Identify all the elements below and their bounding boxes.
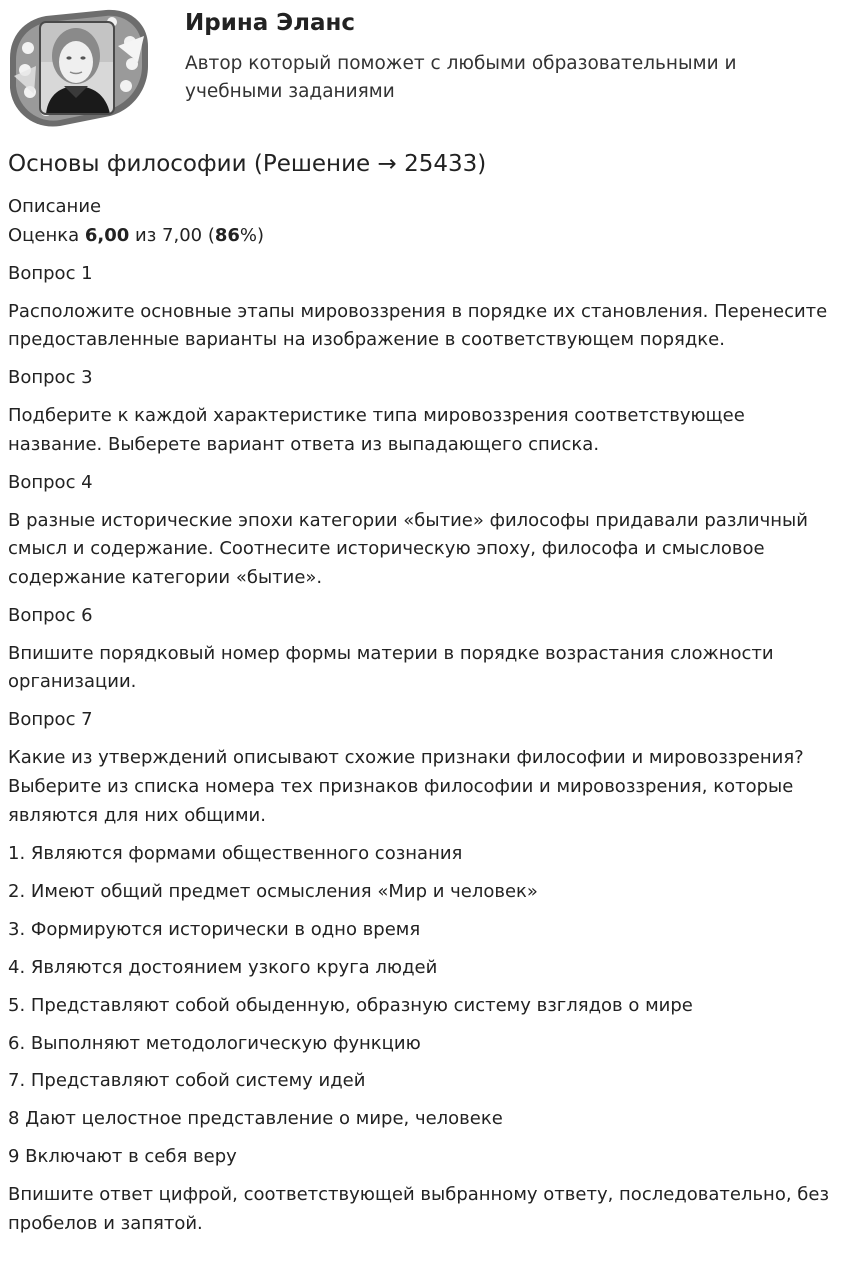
- option-item: 5. Представляют собой обыденную, образную систему взглядов о мире: [8, 994, 693, 1016]
- option-item: 9 Включают в себя веру: [8, 1146, 237, 1168]
- document-body: [8, 146, 842, 1248]
- film-reel-avatar-icon: [6, 6, 152, 128]
- answer-instruction: Впишите ответ цифрой, соответствующей выбранному ответу, последовательно, без пробелов и запятой.: [8, 1184, 830, 1235]
- description-label: Описание: [8, 196, 102, 217]
- question-label: Вопрос 1: [8, 262, 93, 284]
- question-label: Вопрос 3: [8, 367, 93, 389]
- grade-percent: 86: [214, 224, 240, 246]
- grade-prefix: Оценка: [8, 224, 85, 246]
- author-name: Ирина Эланс: [185, 10, 356, 36]
- grade-score: 6,00: [84, 224, 130, 246]
- question-label: Вопрос 7: [8, 709, 93, 731]
- grade-middle: из 7,00 (: [129, 224, 215, 246]
- question-text: Какие из утверждений описывают схожие признаки философии и мировоззрения? Выберите из списка номера тех признаков философии и мировоззрения, которые являются для них общими.: [8, 747, 804, 826]
- author-avatar: [6, 6, 152, 128]
- author-header: [0, 0, 847, 135]
- option-item: 8 Дают целостное представление о мире, человеке: [8, 1108, 503, 1130]
- question-label: Вопрос 4: [8, 471, 93, 493]
- option-item: 7. Представляют собой систему идей: [8, 1070, 366, 1092]
- question-text: В разные исторические эпохи категории «бытие» философы придавали различный смысл и содержание. Соотнесите историческую эпоху, философа и смысловое содержание категории «бытие».: [8, 509, 808, 588]
- option-item: 2. Имеют общий предмет осмысления «Мир и человек»: [8, 880, 538, 902]
- question-text: Расположите основные этапы мировоззрения в порядке их становления. Перенесите предоставленные варианты на изображение в соответствующем порядке.: [8, 300, 828, 351]
- option-item: 1. Являются формами общественного сознания: [8, 842, 463, 864]
- question-text: Подберите к каждой характеристике типа мировоззрения соответствующее название. Выберете вариант ответа из выпадающего списка.: [8, 405, 745, 455]
- grade-line: [8, 222, 842, 251]
- option-item: 4. Являются достоянием узкого круга людей: [8, 956, 438, 978]
- option-item: 3. Формируются исторически в одно время: [8, 918, 421, 940]
- document-title: Основы философии (Решение → 25433): [8, 151, 487, 177]
- question-text: Впишите порядковый номер формы материи в порядке возрастания сложности организации.: [8, 642, 774, 693]
- author-description: Автор который поможет с любыми образовательными и учебными заданиями: [185, 53, 737, 102]
- option-item: 6. Выполняют методологическую функцию: [8, 1032, 421, 1054]
- question-label: Вопрос 6: [8, 604, 93, 626]
- grade-suffix: %): [239, 224, 265, 246]
